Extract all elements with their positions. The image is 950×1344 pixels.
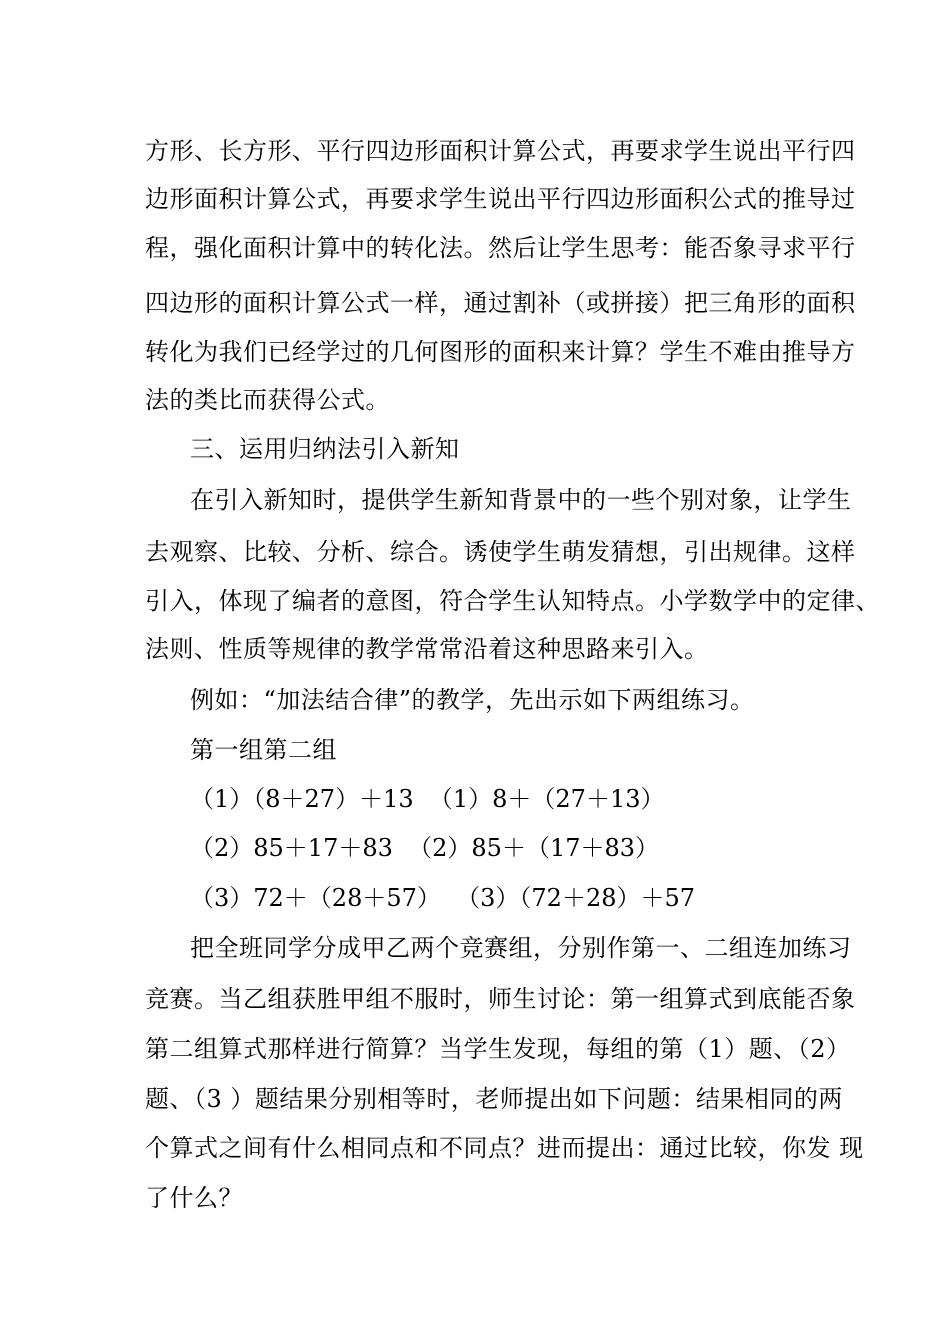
paragraph-1-line-3: 程，强化面积计算中的转化法。然后让学生思考：能否象寻求平行 <box>145 234 856 262</box>
paragraph-3-line-4: 题、（3 ）题结果分别相等时，老师提出如下问题：结果相同的两 <box>145 1085 843 1113</box>
exercise-row-1: （1）（8＋27）＋13 （1）8＋（27＋13） <box>190 785 665 813</box>
paragraph-2-line-4: 法则、性质等规律的教学常常沿着这种思路来引入。 <box>145 635 709 663</box>
paragraph-2-line-3: 引入，体现了编者的意图，符合学生认知特点。小学数学中的定律、 <box>145 587 880 615</box>
paragraph-3-line-5: 个算式之间有什么相同点和不同点？进而提出：通过比较，你发 现 <box>145 1134 864 1162</box>
paragraph-1-line-6: 法的类比而获得公式。 <box>145 386 390 414</box>
paragraph-2-line-1: 在引入新知时，提供学生新知背景中的一些个别对象，让学生 <box>190 486 852 514</box>
paragraph-3-line-3: 第二组算式那样进行简算？当学生发现，每组的第（1）题、（2） <box>145 1035 851 1063</box>
paragraph-3-line-2: 竞赛。当乙组获胜甲组不服时，师生讨论：第一组算式到底能否象 <box>145 985 856 1013</box>
paragraph-3-line-6: 了什么？ <box>145 1184 243 1212</box>
example-intro: 例如：“加法结合律”的教学，先出示如下两组练习。 <box>190 686 755 714</box>
section-heading: 三、运用归纳法引入新知 <box>190 435 460 463</box>
paragraph-1-line-2: 边形面积计算公式，再要求学生说出平行四边形面积公式的推导过 <box>145 185 856 213</box>
paragraph-1-line-1: 方形、长方形、平行四边形面积计算公式，再要求学生说出平行四 <box>145 137 856 165</box>
exercise-row-2: （2）85＋17＋83 （2）85＋（17＋83） <box>190 834 660 862</box>
paragraph-2-line-2: 去观察、比较、分析、综合。诱使学生萌发猜想，引出规律。这样 <box>145 538 856 566</box>
groups-heading: 第一组第二组 <box>190 736 337 764</box>
paragraph-3-line-1: 把全班同学分成甲乙两个竞赛组，分别作第一、二组连加练习 <box>190 934 852 962</box>
exercise-row-3: （3）72＋（28＋57） （3）（72＋28）＋57 <box>190 884 696 912</box>
paragraph-1-line-4: 四边形的面积计算公式一样，通过割补（或拼接）把三角形的面积 <box>145 289 856 317</box>
paragraph-1-line-5: 转化为我们已经学过的几何图形的面积来计算？学生不难由推导方 <box>145 338 856 366</box>
